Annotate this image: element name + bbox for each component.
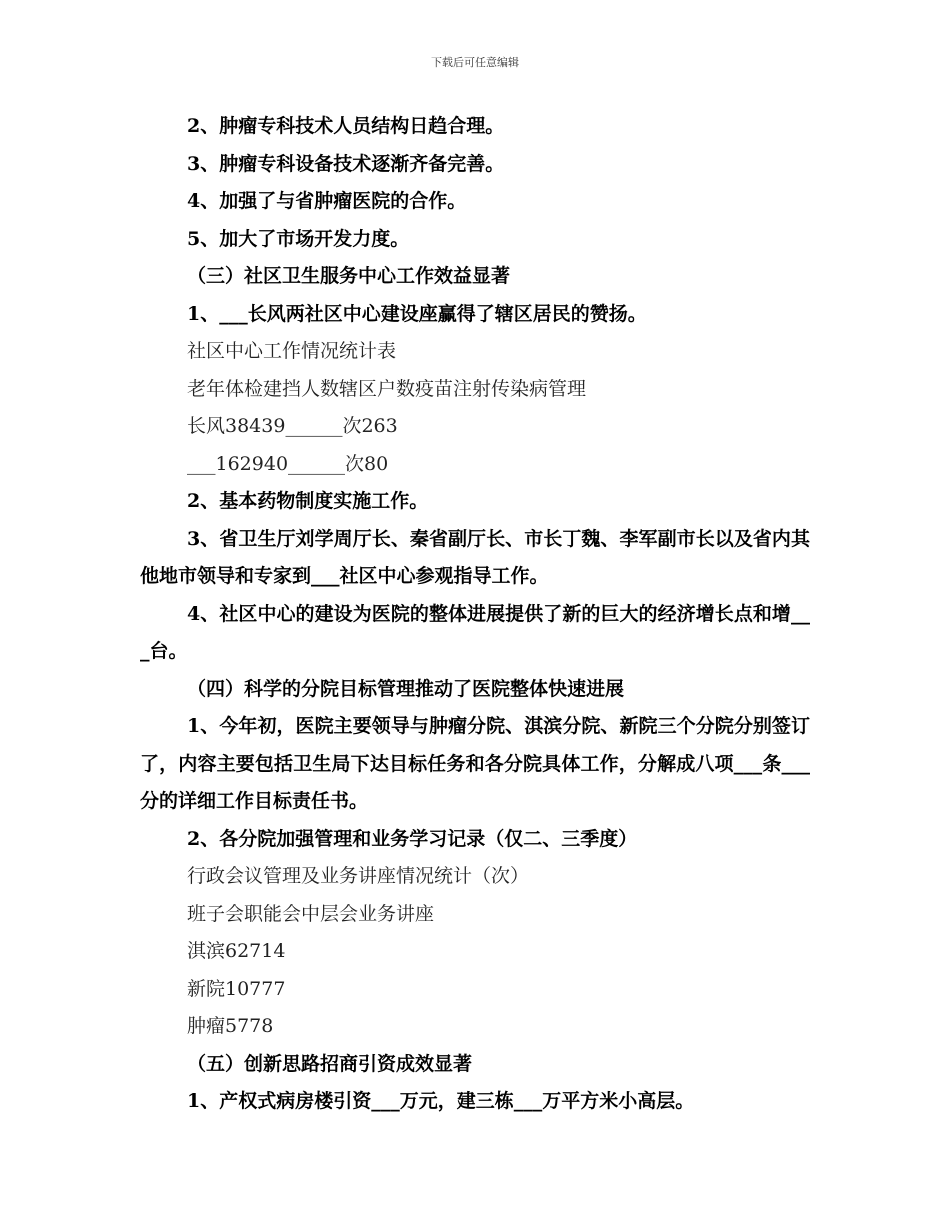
paragraph-line: 2、肿瘤专科技术人员结构日趋合理。 <box>187 115 505 137</box>
table-title: 社区中心工作情况统计表 <box>187 340 397 362</box>
paragraph-line: 5、加大了市场开发力度。 <box>187 227 410 250</box>
table-row: ___162940______次80 <box>187 452 389 475</box>
table-header: 老年体检建挡人数辖区户数疫苗注射传染病管理 <box>187 377 587 400</box>
section-heading: （五）创新思路招商引资成效显著 <box>187 1052 473 1075</box>
table-row: 新院10777 <box>187 977 286 1000</box>
table-header: 班子会职能会中层会业务讲座 <box>187 902 435 925</box>
document-body <box>140 108 820 1121</box>
paragraph-line: 2、各分院加强管理和业务学习记录（仅二、三季度） <box>187 827 638 850</box>
table-title: 行政会议管理及业务讲座情况统计（次） <box>187 865 530 887</box>
section-heading: （三）社区卫生服务中心工作效益显著 <box>187 265 511 287</box>
paragraph-wrapped: 1、今年初，医院主要领导与肿瘤分院、淇滨分院、新院三个分院分别签订了，内容主要包括卫生局下达目标任务和各分院具体工作，分解成八项___条___分的详细工作目标责任书。 <box>140 715 810 812</box>
table-row: 肿瘤5778 <box>187 1015 274 1037</box>
paragraph-wrapped: 4、社区中心的建设为医院的整体进展提供了新的巨大的经济增长点和增___台。 <box>140 602 810 662</box>
paragraph-wrapped: 3、省卫生厅刘学周厅长、秦省副厅长、市长丁魏、李军副市长以及省内其他地市领导和专家到___社区中心参观指导工作。 <box>140 527 810 587</box>
paragraph-line: 3、肿瘤专科设备技术逐渐齐备完善。 <box>187 152 505 175</box>
table-row: 长风38439______次263 <box>187 415 398 437</box>
paragraph-line: 1、产权式病房楼引资___万元，建三栋___万平方米小高层。 <box>187 1090 695 1112</box>
paragraph-line: 2、基本药物制度实施工作。 <box>187 490 429 512</box>
paragraph-line: 4、加强了与省肿瘤医院的合作。 <box>187 190 467 212</box>
section-heading: （四）科学的分院目标管理推动了医院整体快速进展 <box>187 677 625 700</box>
header-note: 下载后可任意编辑 <box>431 56 519 69</box>
paragraph-line: 1、___长风两社区中心建设座赢得了辖区居民的赞扬。 <box>187 302 647 325</box>
table-row: 淇滨62714 <box>187 940 286 962</box>
